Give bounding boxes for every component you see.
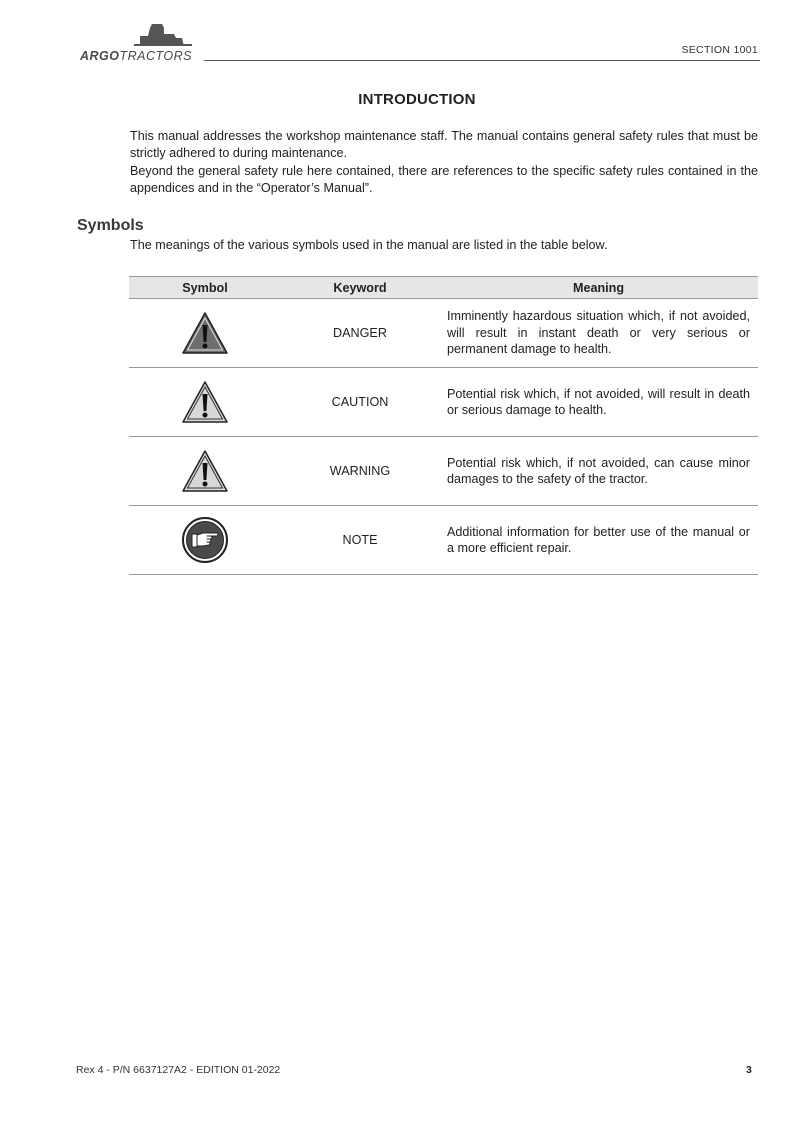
header-divider (204, 60, 760, 61)
symbol-cell (129, 368, 281, 437)
caution-triangle-icon (181, 380, 229, 424)
table-row (129, 299, 758, 368)
page-number: 3 (746, 1064, 752, 1076)
intro-paragraph: This manual addresses the workshop maintenance staff. The manual contains general safety rules that must be strictly adhered to during maintenance. (130, 129, 758, 160)
meaning-cell: Imminently hazardous situation which, if not avoided, will result in instant death or very serious or permanent damage to health. (439, 299, 758, 368)
column-header-keyword: Keyword (281, 277, 439, 299)
table-header-row (129, 277, 758, 299)
logo-tractors-text: TRACTORS (119, 49, 193, 63)
argo-tractors-logo (76, 22, 206, 64)
table-row (129, 437, 758, 506)
symbol-cell (129, 437, 281, 506)
symbols-table (129, 276, 758, 575)
column-header-meaning: Meaning (439, 277, 758, 299)
page-title: INTRODUCTION (358, 91, 476, 108)
meaning-cell: Potential risk which, if not avoided, will result in death or serious damage to health. (439, 368, 758, 437)
section-heading: Symbols (77, 217, 144, 234)
danger-triangle-icon (181, 311, 229, 355)
page-header (76, 22, 760, 64)
footer-edition: Rex 4 - P/N 6637127A2 - EDITION 01-2022 (76, 1064, 281, 1076)
pointing-hand-icon (181, 516, 229, 564)
symbol-cell (129, 299, 281, 368)
table-row (129, 506, 758, 575)
meaning-cell: Additional information for better use of the manual or a more efficient repair. (439, 506, 758, 575)
keyword-cell: NOTE (281, 506, 439, 575)
warning-triangle-icon (181, 449, 229, 493)
symbol-cell (129, 506, 281, 575)
section-description: The meanings of the various symbols used in the manual are listed in the table below. (130, 238, 608, 252)
column-header-symbol: Symbol (129, 277, 281, 299)
intro-paragraph: Beyond the general safety rule here contained, there are references to the specific safety rules contained in the appendices and in the “Operator’s Manual”. (130, 164, 758, 195)
tractor-icon (134, 22, 194, 48)
keyword-cell: CAUTION (281, 368, 439, 437)
keyword-cell: WARNING (281, 437, 439, 506)
logo-argo-text: ARGO (80, 49, 120, 63)
keyword-cell: DANGER (281, 299, 439, 368)
meaning-cell: Potential risk which, if not avoided, can cause minor damages to the safety of the tractor. (439, 437, 758, 506)
section-label: SECTION 1001 (681, 44, 758, 56)
intro-text (130, 128, 758, 198)
table-row (129, 368, 758, 437)
